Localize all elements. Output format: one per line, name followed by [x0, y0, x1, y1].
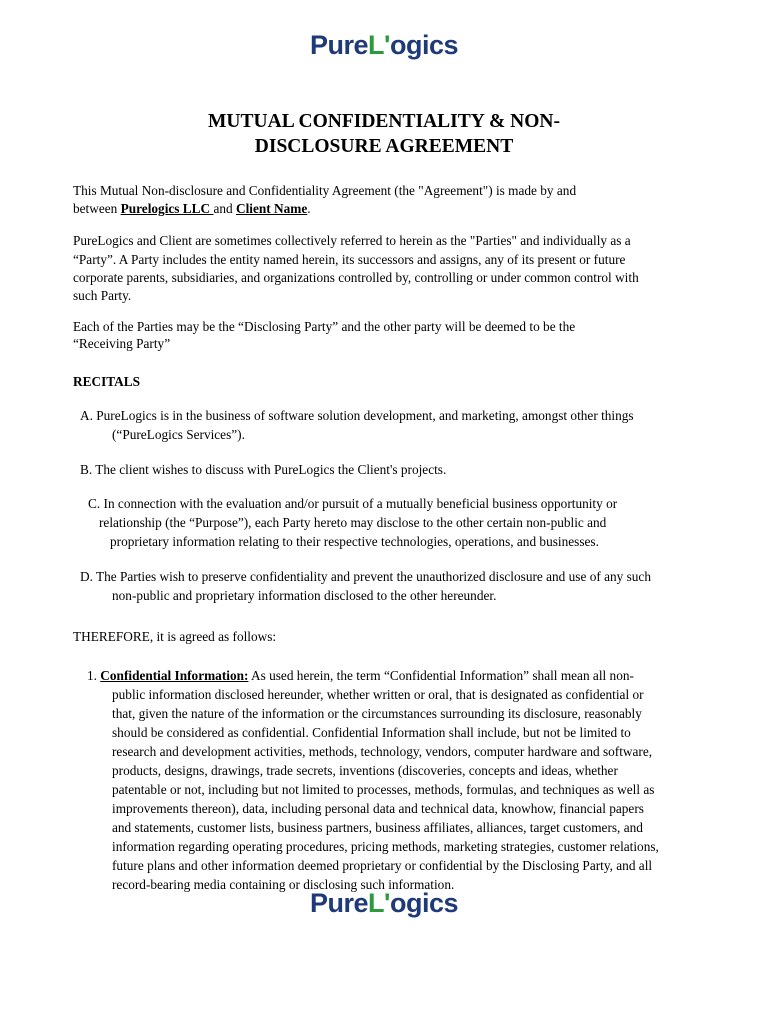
purelogics-logo-footer [0, 888, 768, 919]
logo-mark: L' [368, 888, 390, 918]
title-line-1: MUTUAL CONFIDENTIALITY & NON- [208, 111, 560, 132]
recital-a-line-1: A. PureLogics is in the business of software solution development, and marketing, amongst other things [80, 408, 634, 423]
intro-and: and [213, 201, 236, 216]
clause-1-line: improvements thereon), data, including personal data and technical data, knowhow, financial papers [112, 801, 644, 816]
clause-1-line: record-bearing media containing or disclosing such information. [112, 877, 455, 892]
disclosing-para-line-1: Each of the Parties may be the “Disclosing Party” and the other party will be deemed to be the [73, 319, 576, 334]
title-line-2: DISCLOSURE AGREEMENT [254, 136, 514, 157]
logo-text-pure: Pure [310, 888, 369, 918]
intro-line-2 [73, 199, 311, 218]
disclosing-para-line-2: “Receiving Party” [73, 336, 171, 351]
clause-1-heading: Confidential Information: [100, 668, 249, 683]
clause-1-line: future plans and other information deemed proprietary or confidential by the Disclosing Party, and all [112, 858, 653, 873]
recital-c-line-2: relationship (the “Purpose”), each Party hereto may disclose to the other certain non-public and [99, 515, 607, 530]
recital-a-line-2: (“PureLogics Services”). [112, 427, 245, 442]
therefore-statement: THEREFORE, it is agreed as follows: [73, 629, 277, 644]
parties-para-line-4: such Party. [73, 288, 132, 303]
parties-para-line-1: PureLogics and Client are sometimes collectively referred to herein as the "Parties" and individually as a [73, 233, 631, 248]
recitals-heading: RECITALS [73, 374, 140, 389]
recital-d-line-1: D. The Parties wish to preserve confidentiality and prevent the unauthorized disclosure and use of any such [80, 569, 651, 584]
parties-para-line-3: corporate parents, subsidiaries, and organizations controlled by, controlling or under common control with [73, 270, 639, 285]
clause-1-line: public information disclosed hereunder, whether written or oral, that is designated as confidential or [112, 687, 644, 702]
clause-1-line: should be considered as confidential. Confidential Information shall include, but not be limited to [112, 725, 631, 740]
recital-d-line-2: non-public and proprietary information disclosed to the other hereunder. [112, 588, 497, 603]
party-two-name: Client Name [236, 201, 308, 216]
logo-text-ogics: ogics [389, 888, 458, 918]
clause-1-first-line [87, 666, 634, 685]
logo-text-pure: Pure [310, 30, 369, 60]
logo-mark: L' [368, 30, 390, 60]
document-title [0, 109, 768, 159]
clause-1-first-text: As used herein, the term “Confidential Information” shall mean all non- [248, 668, 634, 683]
party-one-name: Purelogics LLC [120, 201, 214, 216]
intro-period: . [307, 201, 311, 216]
clause-1-line: information regarding operating procedures, pricing methods, marketing strategies, customer relations, [112, 839, 659, 854]
purelogics-logo-header [0, 30, 768, 61]
logo-text-ogics: ogics [389, 30, 458, 60]
clause-1-line: and statements, customer lists, business partners, business affiliates, alliances, target customers, and [112, 820, 643, 835]
clause-1-line: patentable or not, including but not limited to processes, methods, formulas, and techniques as well as [112, 782, 655, 797]
clause-1-number: 1. [87, 668, 101, 683]
parties-para-line-2: “Party”. A Party includes the entity named herein, its successors and assigns, any of its present or future [73, 252, 626, 267]
clause-1-line: research and development activities, methods, technology, vendors, computer hardware and software, [112, 744, 653, 759]
recital-c-line-1: C. In connection with the evaluation and/or pursuit of a mutually beneficial business opportunity or [88, 496, 618, 511]
recital-b: B. The client wishes to discuss with PureLogics the Client's projects. [80, 462, 447, 477]
recital-c-line-3: proprietary information relating to their respective technologies, operations, and businesses. [110, 534, 599, 549]
intro-line-1: This Mutual Non-disclosure and Confidentiality Agreement (the "Agreement") is made by and [73, 183, 577, 198]
intro-between: between [73, 201, 121, 216]
clause-1-line: products, designs, drawings, trade secrets, inventions (discoveries, concepts and ideas, whether [112, 763, 618, 778]
clause-1-line: that, given the nature of the information or the circumstances surrounding its disclosure, reasonably [112, 706, 642, 721]
